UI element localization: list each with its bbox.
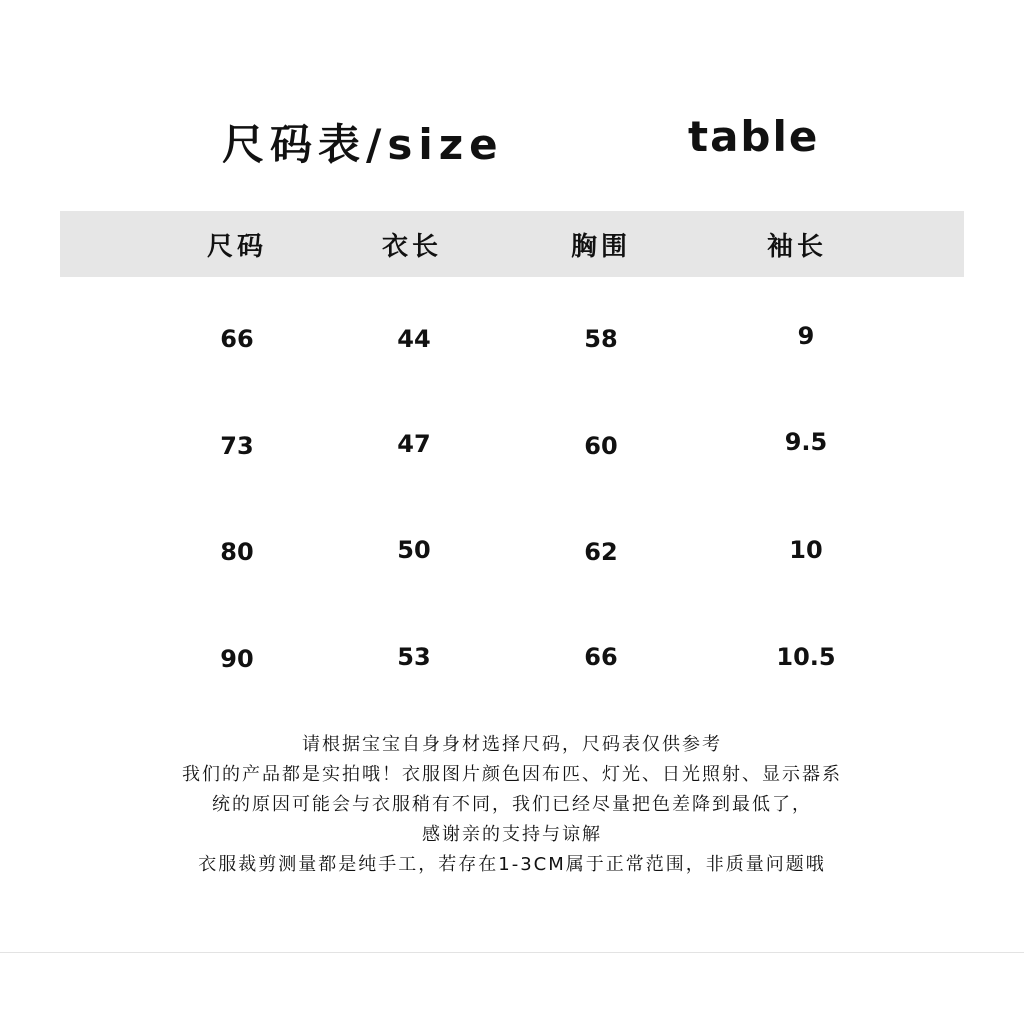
cell-chest: 58 [584,325,618,353]
size-notes [60,730,964,880]
title-size-chart: 尺码表/size [222,120,504,169]
note-line: 我们的产品都是实拍哦！衣服图片颜色因布匹、灯光、日光照射、显示器系 [182,764,842,785]
note-line: 统的原因可能会与衣服稍有不同，我们已经尽量把色差降到最低了， [212,794,812,815]
note-line: 感谢亲的支持与谅解 [422,824,602,845]
cell-sleeve: 10.5 [776,643,836,671]
header-size: 尺码 [206,232,267,262]
header-sleeve: 袖长 [766,232,827,262]
cell-sleeve: 9 [797,322,815,350]
cell-chest: 66 [584,643,618,671]
bottom-divider [0,952,1024,953]
cell-length: 47 [397,430,431,458]
note-line: 衣服裁剪测量都是纯手工，若存在1-3CM属于正常范围，非质量问题哦 [198,854,826,875]
cell-size: 66 [220,325,254,353]
cell-sleeve: 10 [789,536,823,564]
cell-chest: 62 [584,538,618,566]
cell-size: 73 [220,432,254,460]
cell-size: 90 [220,645,254,673]
header-chest: 胸围 [570,232,631,262]
size-table-title [0,112,1024,172]
note-line: 请根据宝宝自身身材选择尺码，尺码表仅供参考 [302,734,722,755]
cell-sleeve: 9.5 [784,428,828,456]
cell-size: 80 [220,538,254,566]
header-length: 衣长 [381,232,442,262]
cell-chest: 60 [584,432,618,460]
cell-length: 50 [397,536,431,564]
cell-length: 53 [397,643,431,671]
cell-length: 44 [397,325,431,353]
title-table-word: table [688,112,820,161]
